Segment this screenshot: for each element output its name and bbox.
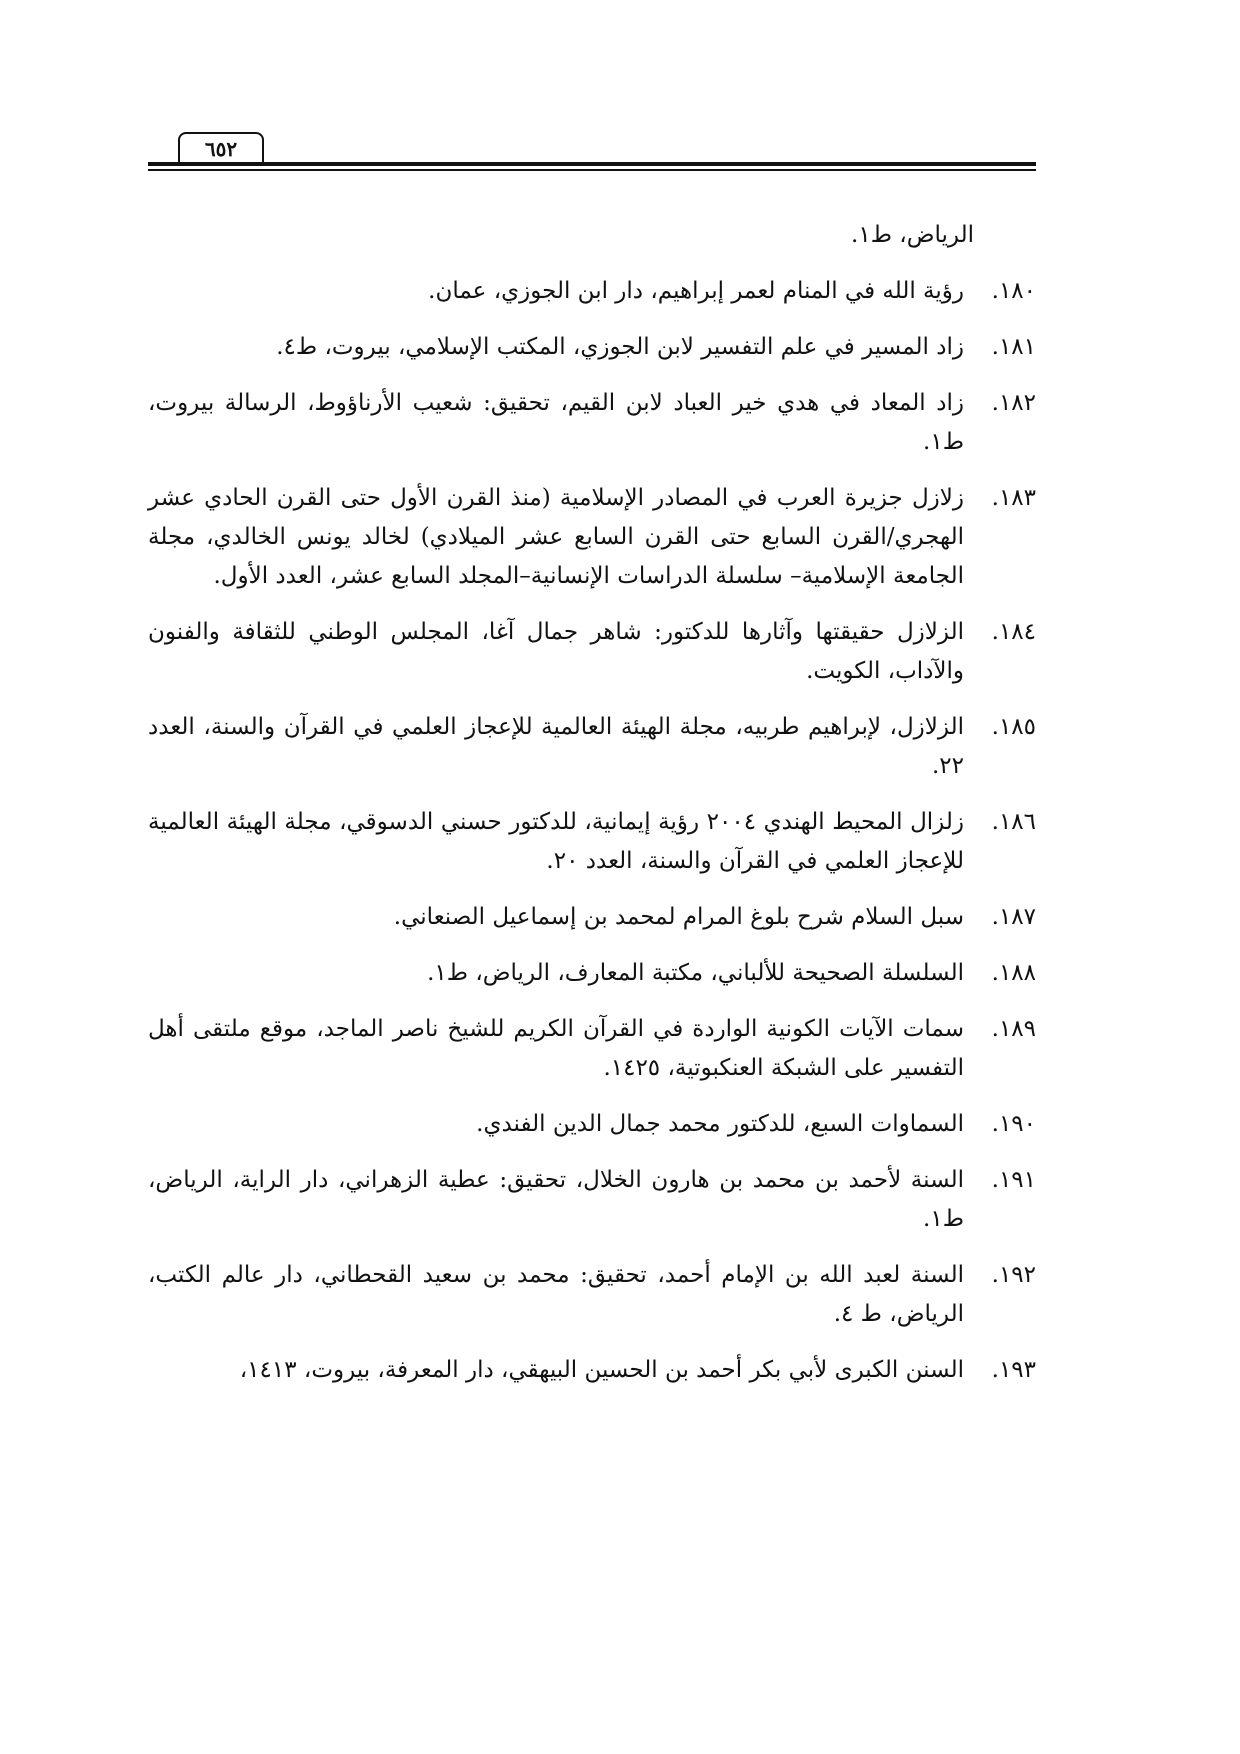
entry-number: ١٩٣. (991, 1357, 1036, 1383)
entry-number: ١٨٥. (991, 714, 1036, 740)
bibliography-entry (148, 803, 1036, 881)
entry-number: ١٨٩. (991, 1016, 1036, 1042)
entry-text: زلزال المحيط الهندي ٢٠٠٤ رؤية إيمانية، للدكتور حسني الدسوقي، مجلة الهيئة العالمية للإعجاز العلمي في القرآن والسنة، العدد ٢٠. (148, 809, 964, 874)
bibliography-entry (148, 1010, 1036, 1088)
header-rule-thin (148, 169, 1036, 171)
bibliography-entry (148, 328, 1036, 367)
entry-number: ١٨٢. (991, 390, 1036, 416)
bibliography-entry (148, 1105, 1036, 1144)
entry-text: رؤية الله في المنام لعمر إبراهيم، دار ابن الجوزي، عمان. (428, 278, 964, 304)
entry-number: ١٨٣. (991, 485, 1036, 511)
entry-number: ١٨٤. (991, 619, 1036, 645)
entry-number: ١٩١. (991, 1167, 1036, 1193)
entry-number: ١٨٨. (991, 960, 1036, 986)
entry-text: زاد المعاد في هدي خير العباد لابن القيم، تحقيق: شعيب الأرناؤوط، الرسالة بيروت، ط١. (148, 390, 964, 455)
continued-entry-text: الرياض، ط١. (851, 222, 974, 248)
bibliography-entry (148, 1161, 1036, 1239)
entry-text: السنن الكبرى لأبي بكر أحمد بن الحسين البيهقي، دار المعرفة، بيروت، ١٤١٣، (239, 1357, 964, 1383)
bibliography-entry (148, 272, 1036, 311)
entry-number: ١٨٦. (991, 809, 1036, 835)
bibliography-entry (148, 479, 1036, 596)
bibliography-entry (148, 1351, 1036, 1390)
page-header (148, 132, 1036, 172)
entry-text: السلسلة الصحيحة للألباني، مكتبة المعارف، الرياض، ط١. (427, 960, 964, 986)
entry-text: السنة لأحمد بن محمد بن هارون الخلال، تحقيق: عطية الزهراني، دار الراية، الرياض، ط١. (148, 1167, 964, 1232)
entry-number: ١٨٠. (991, 278, 1036, 304)
entry-text: الزلازل حقيقتها وآثارها للدكتور: شاهر جمال آغا، المجلس الوطني للثقافة والفنون والآداب، الكويت. (148, 619, 964, 684)
entry-text: السماوات السبع، للدكتور محمد جمال الدين الفندي. (476, 1111, 964, 1137)
header-rule-thick (148, 162, 1036, 166)
bibliography-entry (148, 613, 1036, 691)
bibliography-entry (148, 708, 1036, 786)
entry-text: زاد المسير في علم التفسير لابن الجوزي، المكتب الإسلامي، بيروت، ط٤. (276, 334, 964, 360)
bibliography-entry (148, 954, 1036, 993)
entry-text: سمات الآيات الكونية الواردة في القرآن الكريم للشيخ ناصر الماجد، موقع ملتقى أهل التفسير على الشبكة العنكبوتية، ١٤٢٥. (148, 1016, 964, 1081)
entry-number: ١٩٢. (991, 1262, 1036, 1288)
bibliography-list (148, 216, 1036, 1407)
entry-text: الزلازل، لإبراهيم طربيه، مجلة الهيئة العالمية للإعجاز العلمي في القرآن والسنة، العدد ٢٢. (148, 714, 964, 779)
bibliography-entry (148, 1256, 1036, 1334)
entry-text: زلازل جزيرة العرب في المصادر الإسلامية (منذ القرن الأول حتى القرن الحادي عشر الهجري/القرن السابع حتى القرن السابع عشر الميلادي) لخالد يونس الخالدي، مجلة الجامعة الإسلامية– سلسلة الدراسات الإنسانية–المجلد السابع عشر، العدد الأول. (148, 485, 964, 589)
page-number: ٦٥٢ (178, 132, 264, 164)
entry-number: ١٩٠. (991, 1111, 1036, 1137)
entry-number: ١٨٧. (991, 904, 1036, 930)
entry-text: سبل السلام شرح بلوغ المرام لمحمد بن إسماعيل الصنعاني. (393, 904, 964, 930)
bibliography-entry (148, 384, 1036, 462)
entry-number: ١٨١. (991, 334, 1036, 360)
entry-text: السنة لعبد الله بن الإمام أحمد، تحقيق: محمد بن سعيد القحطاني، دار عالم الكتب، الرياض، ط ٤. (148, 1262, 964, 1327)
bibliography-entry (148, 898, 1036, 937)
